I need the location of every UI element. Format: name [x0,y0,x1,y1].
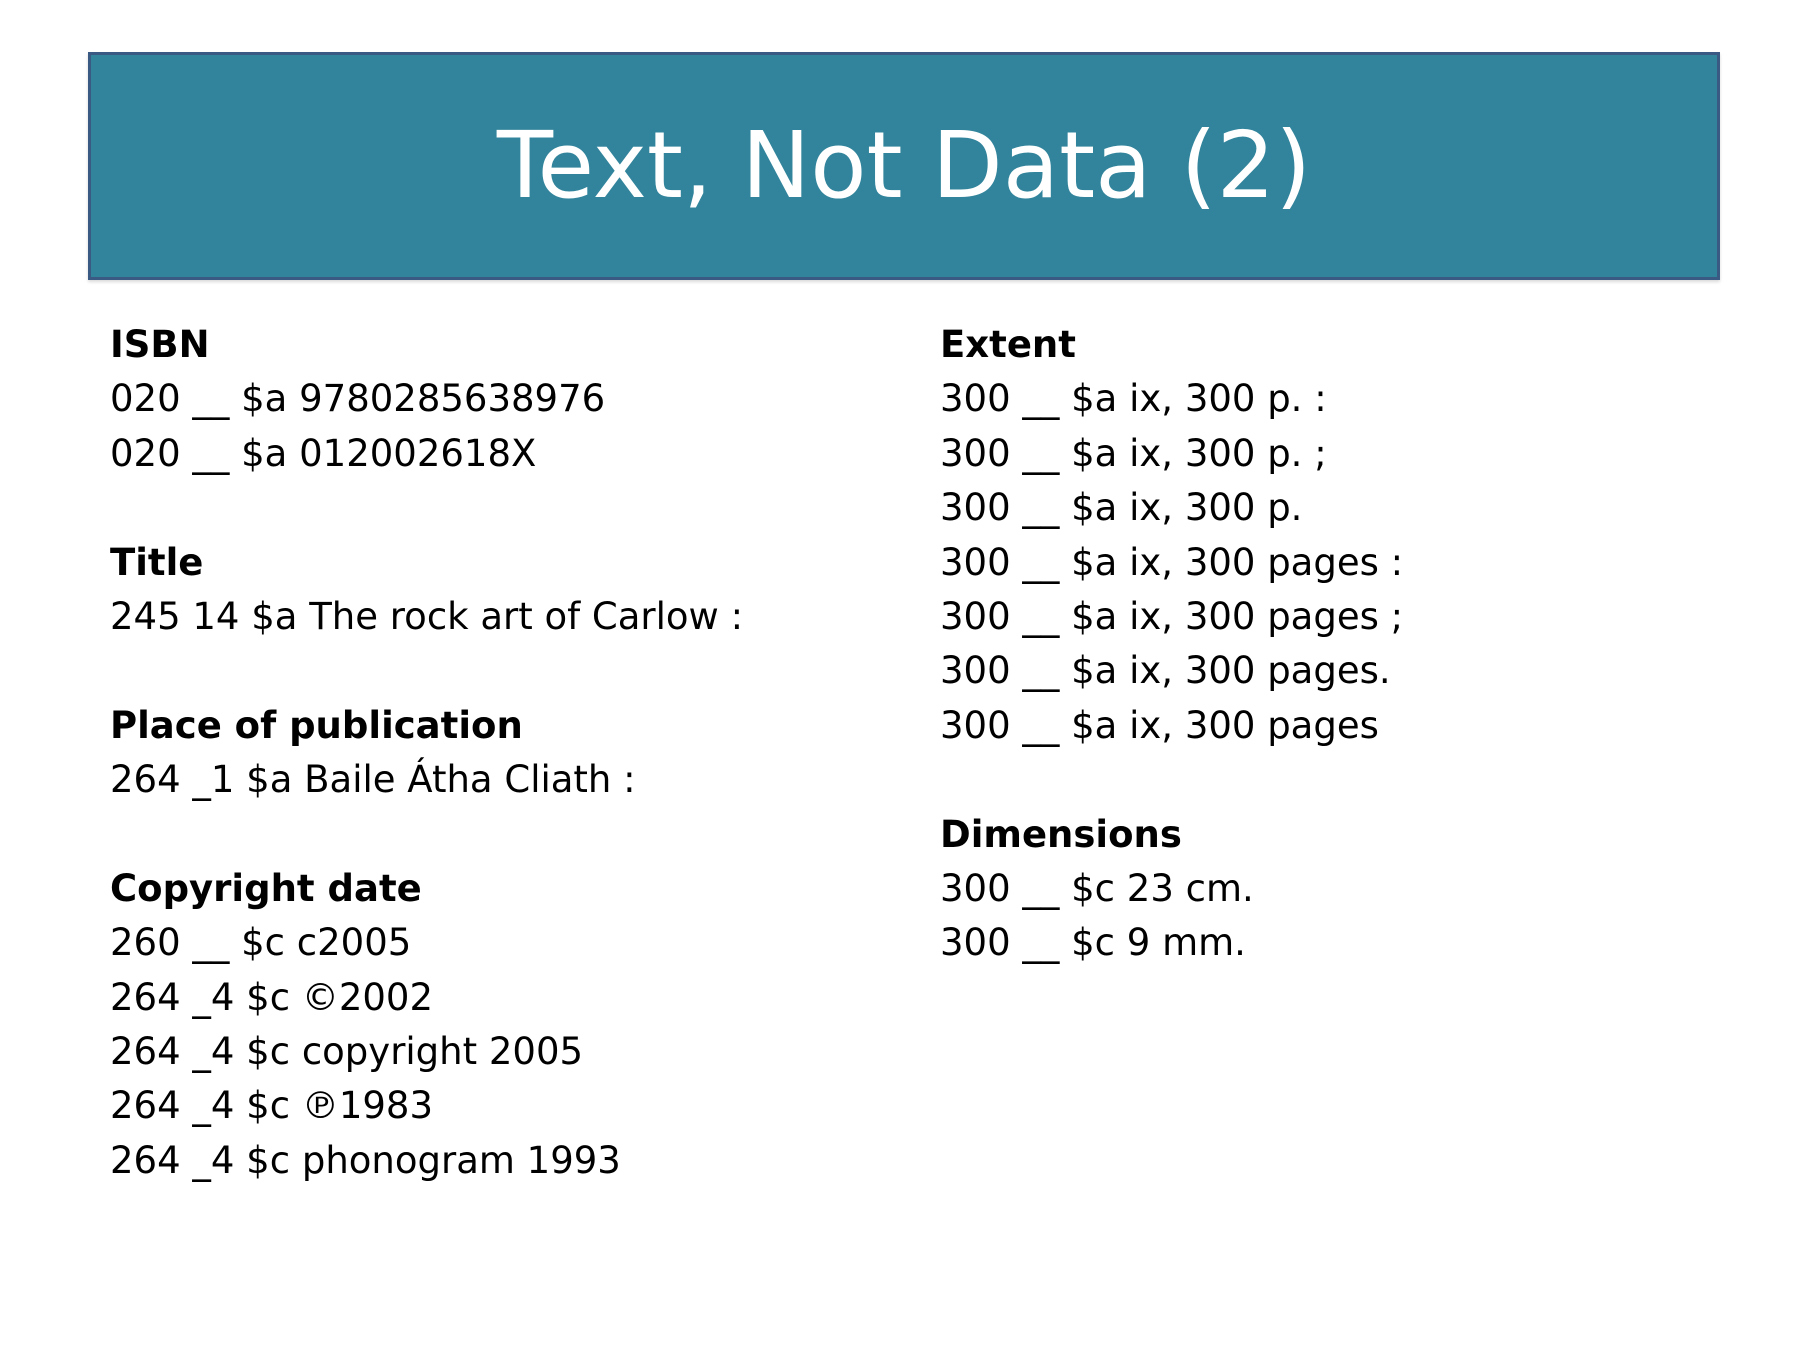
marc-line: 020 __ $a 9780285638976 [110,377,606,421]
left-column [110,318,910,1188]
slide-title: Text, Not Data (2) [496,112,1312,219]
marc-line: 264 _4 $c ©2002 [110,975,433,1019]
section-title [110,536,910,645]
marc-line: 300 __ $a ix, 300 p. : [940,377,1327,421]
marc-line: 020 __ $a 012002618X [110,431,537,475]
marc-line: 264 _4 $c ℗1983 [110,1084,433,1128]
section-heading: Title [110,540,204,584]
marc-line: 300 __ $c 23 cm. [940,866,1254,910]
marc-line: 300 __ $a ix, 300 pages : [940,540,1404,584]
section-heading: Extent [940,323,1076,366]
marc-line: 264 _4 $c copyright 2005 [110,1030,584,1074]
section-place-of-publication [110,699,910,808]
section-heading: Copyright date [110,866,422,910]
marc-line: 300 __ $a ix, 300 pages. [940,649,1391,693]
marc-line: 300 __ $a ix, 300 pages ; [940,594,1404,638]
title-bar [88,52,1720,280]
section-heading: Place of publication [110,703,523,747]
section-dimensions [940,808,1740,971]
marc-line: 264 _4 $c phonogram 1993 [110,1138,621,1182]
marc-line: 300 __ $c 9 mm. [940,921,1246,965]
section-extent [940,318,1740,753]
marc-line: 300 __ $a ix, 300 p. ; [940,431,1327,475]
section-heading: Dimensions [940,812,1182,856]
section-isbn [110,318,910,481]
right-column [940,318,1740,971]
marc-line: 300 __ $a ix, 300 p. [940,486,1303,530]
marc-line: 260 __ $c c2005 [110,921,412,965]
section-heading: ISBN [110,323,210,366]
marc-line: 264 _1 $a Baile Átha Cliath : [110,758,636,802]
section-copyright-date [110,862,910,1188]
marc-line: 245 14 $a The rock art of Carlow : [110,594,744,638]
marc-line: 300 __ $a ix, 300 pages [940,703,1379,747]
